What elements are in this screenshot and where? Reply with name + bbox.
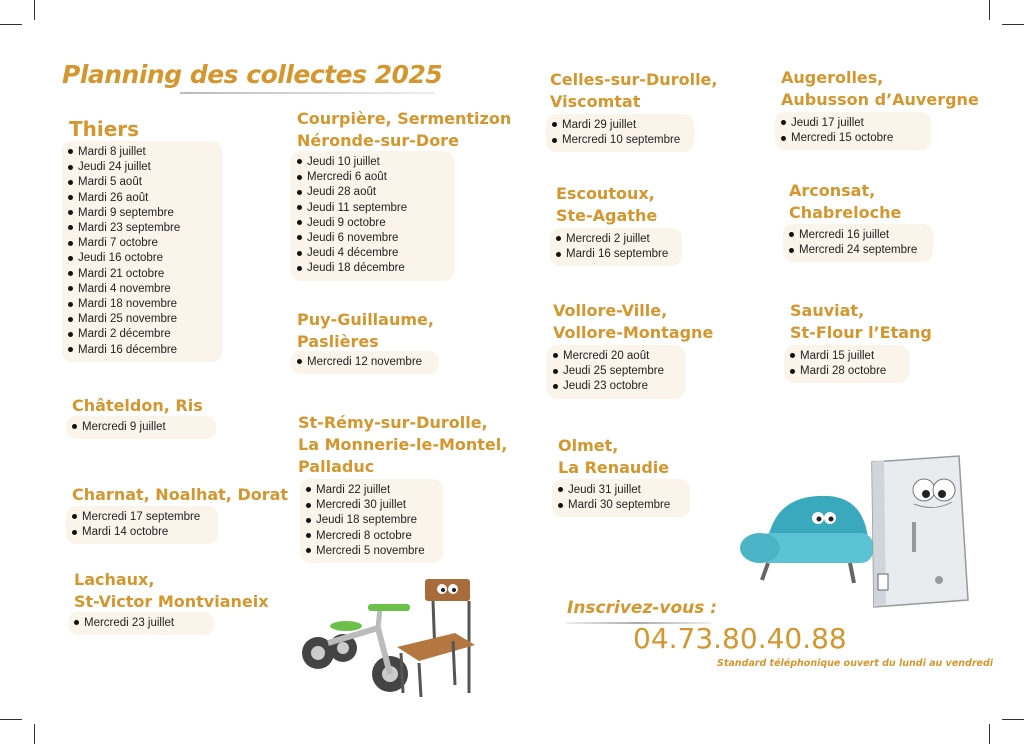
date-list-augerolles <box>775 112 931 150</box>
collection-date: Jeudi 11 septembre <box>297 201 446 216</box>
commune-name-line: Viscomtat <box>550 92 641 111</box>
crop-mark <box>1002 719 1024 720</box>
commune-title-arconsat <box>789 180 901 224</box>
commune-title-courpiere <box>297 108 511 152</box>
date-list-chateldon <box>66 416 216 439</box>
sofa-illustration <box>738 488 878 588</box>
collection-date: Mardi 15 juillet <box>790 349 901 364</box>
commune-name-line: Vollore-Ville, <box>553 301 668 320</box>
crop-mark <box>34 724 35 744</box>
commune-name-line: Augerolles, <box>781 68 884 87</box>
collection-date: Jeudi 6 novembre <box>297 231 446 246</box>
commune-name-line: La Monnerie-le-Montel, <box>298 435 508 454</box>
fridge-illustration <box>864 452 974 612</box>
collection-date: Mercredi 15 octobre <box>781 131 923 146</box>
collection-date: Jeudi 31 juillet <box>558 483 682 498</box>
collection-date: Jeudi 4 décembre <box>297 246 446 261</box>
date-list-olmet <box>552 479 690 517</box>
collection-date: Mercredi 30 juillet <box>306 498 435 513</box>
commune-name-line: Courpière, Sermentizon <box>297 109 512 128</box>
collection-date: Jeudi 18 décembre <box>297 261 446 276</box>
collection-date: Jeudi 17 juillet <box>781 116 923 131</box>
commune-name-line: Arconsat, <box>789 181 876 200</box>
commune-name-line: St-Victor Montvianeix <box>74 592 269 611</box>
collection-date: Mardi 2 décembre <box>68 327 214 342</box>
commune-name-line: St-Flour l’Etang <box>790 323 932 342</box>
commune-name-line: Palladuc <box>298 457 375 476</box>
date-list-celles <box>546 114 694 152</box>
collection-date: Mardi 8 juillet <box>68 145 214 160</box>
crop-mark <box>989 0 990 20</box>
opening-hours: Standard téléphonique ouvert du lundi au vendredi <box>717 658 994 669</box>
collection-date: Mardi 23 septembre <box>68 221 214 236</box>
commune-name-line: Néronde-sur-Dore <box>297 131 459 150</box>
date-list-lachaux <box>68 612 214 635</box>
chair-illustration <box>395 575 480 700</box>
collection-date: Mardi 28 octobre <box>790 364 901 379</box>
collection-date: Mercredi 24 septembre <box>789 243 925 258</box>
crop-mark <box>0 24 22 25</box>
collection-date: Jeudi 10 juillet <box>297 155 446 170</box>
commune-title-augerolles <box>781 67 979 111</box>
collection-date: Mardi 16 décembre <box>68 343 214 358</box>
collection-date: Mardi 5 août <box>68 175 214 190</box>
commune-title-charnat <box>72 484 288 506</box>
collection-date: Mercredi 16 juillet <box>789 228 925 243</box>
collection-date: Mardi 18 novembre <box>68 297 214 312</box>
commune-name-line: Paslières <box>297 332 379 351</box>
collection-date: Jeudi 16 octobre <box>68 251 214 266</box>
collection-date: Mercredi 5 novembre <box>306 544 435 559</box>
collection-date: Mardi 16 septembre <box>556 247 674 262</box>
collection-date: Mercredi 23 juillet <box>74 616 206 631</box>
commune-title-lachaux <box>74 569 269 613</box>
commune-name-line: Charnat, Noalhat, Dorat <box>72 485 289 504</box>
collection-date: Mardi 30 septembre <box>558 498 682 513</box>
commune-title-st-remy <box>298 412 507 478</box>
collection-date: Mercredi 6 août <box>297 170 446 185</box>
date-list-puy-guillaume <box>291 351 439 374</box>
title-underline <box>180 92 435 94</box>
collection-date: Mardi 14 octobre <box>72 525 210 540</box>
date-list-vollore <box>547 345 685 399</box>
date-list-st-remy <box>300 479 443 563</box>
date-list-thiers <box>62 141 222 362</box>
commune-name-line: Celles-sur-Durolle, <box>550 70 718 89</box>
collection-date: Mercredi 20 août <box>553 349 677 364</box>
commune-title-olmet <box>558 435 669 479</box>
commune-name-line: Thiers <box>69 117 140 141</box>
commune-title-puy-guillaume <box>297 309 434 353</box>
commune-name-line: Chabreloche <box>789 203 902 222</box>
crop-mark <box>0 719 22 720</box>
collection-date: Mercredi 17 septembre <box>72 510 210 525</box>
collection-date: Jeudi 23 octobre <box>553 379 677 394</box>
commune-title-sauviat <box>790 300 932 344</box>
commune-name-line: Lachaux, <box>74 570 155 589</box>
collection-date: Jeudi 9 octobre <box>297 216 446 231</box>
commune-name-line: Châteldon, Ris <box>72 396 203 415</box>
commune-title-escoutoux <box>556 183 657 227</box>
date-list-escoutoux <box>550 228 682 266</box>
date-list-arconsat <box>783 224 933 262</box>
collection-date: Mercredi 2 juillet <box>556 232 674 247</box>
commune-name-line: St-Rémy-sur-Durolle, <box>298 413 488 432</box>
phone-number[interactable]: 04.73.80.40.88 <box>633 622 847 655</box>
collection-date: Jeudi 18 septembre <box>306 513 435 528</box>
collection-date: Mardi 21 octobre <box>68 267 214 282</box>
commune-title-thiers <box>69 118 139 140</box>
crop-mark <box>1002 24 1024 25</box>
collection-date: Mercredi 10 septembre <box>552 133 686 148</box>
crop-mark <box>989 724 990 744</box>
collection-date: Mercredi 9 juillet <box>72 420 208 435</box>
commune-name-line: Ste-Agathe <box>556 206 658 225</box>
collection-date: Mardi 25 novembre <box>68 312 214 327</box>
commune-title-chateldon <box>72 395 203 417</box>
commune-name-line: Aubusson d’Auvergne <box>781 90 979 109</box>
collection-date: Mardi 7 octobre <box>68 236 214 251</box>
crop-mark <box>34 0 35 20</box>
collection-date: Mardi 29 juillet <box>552 118 686 133</box>
signup-label: Inscrivez-vous : <box>567 598 718 618</box>
collection-date: Jeudi 28 août <box>297 185 446 200</box>
collection-date: Jeudi 25 septembre <box>553 364 677 379</box>
date-list-sauviat <box>784 345 909 383</box>
collection-date: Mercredi 8 octobre <box>306 529 435 544</box>
date-list-courpiere <box>291 151 454 281</box>
collection-date: Mardi 26 août <box>68 191 214 206</box>
collection-date: Mardi 22 juillet <box>306 483 435 498</box>
commune-name-line: Puy-Guillaume, <box>297 310 434 329</box>
commune-name-line: La Renaudie <box>558 458 670 477</box>
commune-name-line: Olmet, <box>558 436 619 455</box>
page-title: Planning des collectes 2025 <box>62 60 443 89</box>
date-list-charnat <box>66 506 218 544</box>
commune-title-vollore <box>553 300 713 344</box>
commune-name-line: Sauviat, <box>790 301 865 320</box>
commune-name-line: Escoutoux, <box>556 184 655 203</box>
collection-date: Mardi 4 novembre <box>68 282 214 297</box>
commune-title-celles <box>550 69 717 113</box>
collection-date: Jeudi 24 juillet <box>68 160 214 175</box>
collection-date: Mardi 9 septembre <box>68 206 214 221</box>
commune-name-line: Vollore-Montagne <box>553 323 714 342</box>
collection-date: Mercredi 12 novembre <box>297 355 431 370</box>
